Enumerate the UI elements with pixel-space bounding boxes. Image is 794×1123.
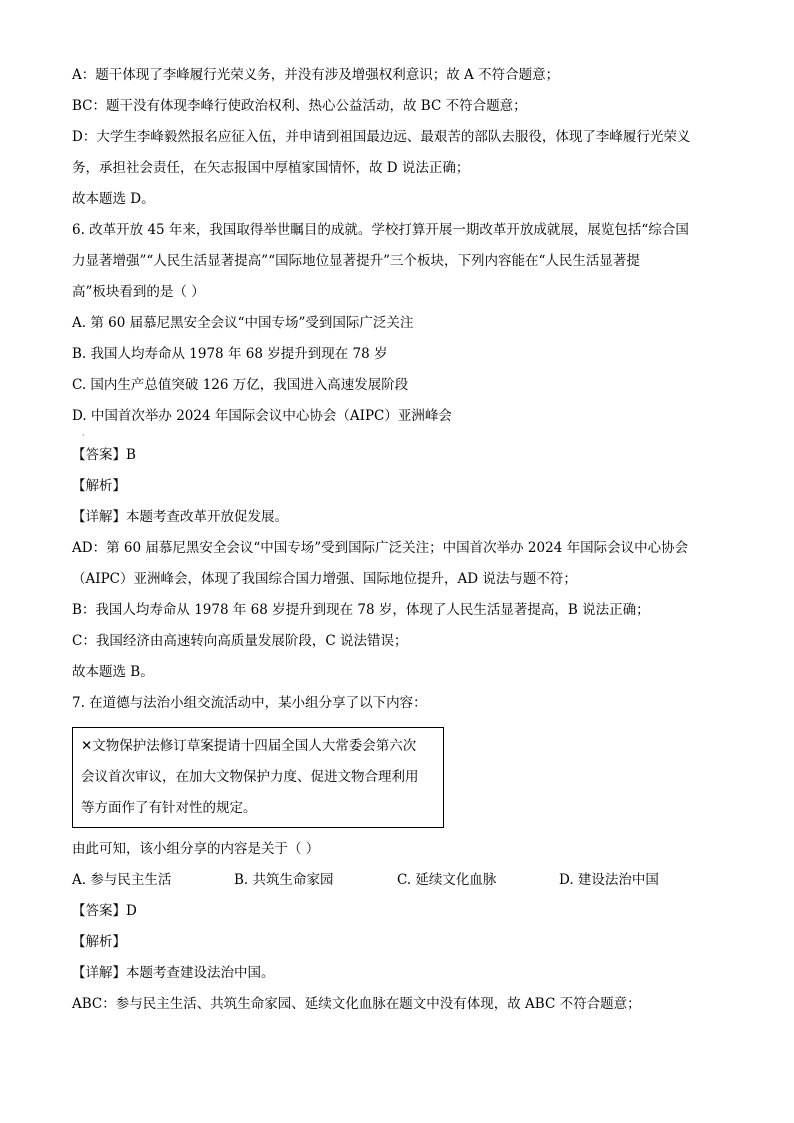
q6-option-d: D. 中国首次举办 2024 年国际会议中心协会（AIPC）亚洲峰会 — [72, 408, 452, 424]
q6-option-c: C. 国内生产总值突破 126 万亿，我国进入高速发展阶段 — [72, 377, 409, 393]
q7-option-d: D. 建设法治中国 — [559, 872, 659, 888]
q7-answer: 【答案】D — [72, 903, 137, 919]
q6-explain-ad-line2: （AIPC）亚洲峰会，体现了我国综合国力增强、国际地位提升，AD 说法与题不符； — [72, 571, 577, 587]
q5-explain-d-line1: D：大学生李峰毅然报名应征入伍，并申请到祖国最边远、最艰苦的部队去服役，体现了李峰履行光荣义 — [72, 129, 691, 145]
q6-stem-line3: 高”板块看到的是（ ） — [72, 284, 205, 300]
q7-options — [72, 865, 732, 896]
q7-question: 由此可知，该小组分享的内容是关于（ ） — [72, 841, 320, 857]
q7-box-line2: 会议首次审议，在加大文物保护力度、促进文物合理利用 — [81, 769, 419, 785]
q7-option-b: B. 共筑生命家园 — [234, 872, 334, 888]
q5-explain-bc: BC：题干没有体现李峰行使政治权利、热心公益活动，故 BC 不符合题意； — [72, 98, 527, 114]
q7-option-c: C. 延续文化血脉 — [397, 872, 497, 888]
q7-explain-abc: ABC：参与民主生活、共筑生命家园、延续文化血脉在题文中没有体现，故 ABC 不符合题意； — [72, 996, 641, 1012]
q6-option-b: B. 我国人均寿命从 1978 年 68 岁提升到现在 78 岁 — [72, 346, 388, 362]
q5-explain-d-line2: 务，承担社会责任，在矢志报国中厚植家国情怀，故 D 说法正确； — [72, 160, 470, 176]
q6-analysis-label: 【解析】 — [72, 478, 126, 494]
stray-dot: · — [82, 431, 85, 440]
q7-box-line1: ✕文物保护法修订草案提请十四届全国人大常委会第六次 — [81, 738, 417, 754]
q6-explain-c: C：我国经济由高速转向高质量发展阶段，C 说法错误； — [72, 633, 408, 649]
q5-explain-a: A：题干体现了李峰履行光荣义务，并没有涉及增强权利意识；故 A 不符合题意； — [72, 67, 560, 83]
q5-conclusion: 故本题选 D。 — [72, 191, 155, 207]
q7-analysis-label: 【解析】 — [72, 934, 126, 950]
q7-option-a: A. 参与民主生活 — [72, 872, 172, 888]
document-page — [72, 60, 732, 1020]
q7-box-line3: 等方面作了有针对性的规定。 — [81, 800, 257, 816]
q7-stem: 7. 在道德与法治小组交流活动中，某小组分享了以下内容： — [72, 695, 427, 711]
q6-detail: 【详解】本题考查改革开放促发展。 — [72, 509, 288, 525]
q7-detail: 【详解】本题考查建设法治中国。 — [72, 965, 275, 981]
q6-explain-b: B：我国人均寿命从 1978 年 68 岁提升到现在 78 岁，体现了人民生活显著提高，B 说法正确； — [72, 602, 650, 618]
q6-stem-line1: 6. 改革开放 45 年来，我国取得举世瞩目的成就。学校打算开展一期改革开放成就展，展览包括“综合国 — [72, 222, 689, 238]
q6-explain-ad-line1: AD：第 60 届慕尼黑安全会议“中国专场”受到国际广泛关注；中国首次举办 2024 年国际会议中心协会 — [72, 540, 689, 556]
q6-conclusion: 故本题选 B。 — [72, 664, 154, 680]
q6-option-a: A. 第 60 届慕尼黑安全会议“中国专场”受到国际广泛关注 — [72, 315, 414, 331]
q7-quote-box — [72, 727, 444, 828]
q6-stem-line2: 力显著增强”“人民生活显著提高”“国际地位显著提升”三个板块，下列内容能在“人民生活显著提 — [72, 253, 640, 269]
q6-answer: 【答案】B — [72, 447, 136, 463]
